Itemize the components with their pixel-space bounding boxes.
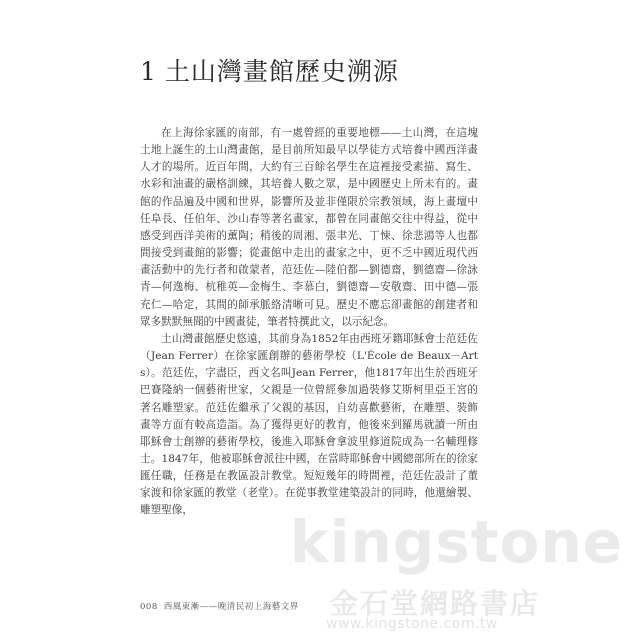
watermark-url: www.kingstone.com.tw [326, 616, 498, 632]
running-head: 西風東漸——晚清民初上海藝文界 [163, 602, 299, 612]
chapter-title-text: 土山灣畫館歷史溯源 [164, 57, 399, 86]
paragraph-1: 在上海徐家匯的南部，有一處曾經的重要地標——土山灣，在這塊土地上誕生的土山灣畫館，是目前所知最早以學徒方式培養中國西洋畫人才的場所。近百年間，大約有三百餘名學生在這裡接受素描、寫生、水彩和油畫的嚴格訓練，其培養人數之眾，是中國歷史上所未有的。畫館的作品遍及中國和世界，影響所及並非僅限於宗教領域，海上畫壇中任阜長、任伯年、沙山春等著名畫家，都曾在同畫館交往中得益，從中感受到西洋美術的薰陶；稍後的周湘、張聿光、丁悚、徐悲鴻等人也都間接受到畫館的影響；從畫館中走出的畫家之中，更不乏中國近現代西畫活動中的先行者和啟蒙者，范廷佐—陸伯都—劉德齋，劉德齋—徐詠青—何逸梅、杭稚英—金梅生、李慕白，劉德齋—安敬齋、田中德—張充仁—哈定，其間的師承脈絡清晰可見。歷史不應忘卻畫館的創建者和眾多默默無聞的中國畫徒，筆者特撰此文，以示紀念。 [140, 127, 478, 328]
watermark-chinese-text: 金石堂網路書店 [330, 587, 541, 620]
page-footer [140, 600, 305, 612]
watermark-logo: kingstone [290, 508, 623, 576]
chapter-number: 1 [140, 57, 157, 86]
paragraph-2: 土山灣畫館歷史悠遠，其前身為1852年由西班牙籍耶穌會士范廷佐（Jean Ferrer）在徐家匯創辦的藝術學校（L'École de Beaux－Arts）。范廷佐，字盡臣，西文名叫Jean Ferrer，他1817年出生於西班牙巴賽隆納一個藝術世家，父親是一位曾經參加過裝修艾斯柯里亞王宮的著名雕塑家。范廷佐繼承了父親的基因，自幼喜歡藝術，在雕塑、裝飾畫等方面有較高造詣。為了獲得更好的教育，他後來到羅馬就讀一所由耶穌會士創辦的藝術學校，後進入耶穌會拿波里修道院成為一名輔理修士。1847年，他被耶穌會派往中國，在當時耶穌會中國總部所在的徐家匯任職，任務是在教區設計教堂。短短幾年的時間裡，范廷佐設計了董家渡和徐家匯的教堂（老堂）。在從事教堂建築設計的同時，他還繪製、雕塑聖像， [140, 332, 478, 517]
chapter-title [140, 52, 399, 88]
kingstone-watermark [220, 508, 630, 638]
page-number: 008 [140, 602, 158, 612]
body-text [140, 125, 478, 520]
